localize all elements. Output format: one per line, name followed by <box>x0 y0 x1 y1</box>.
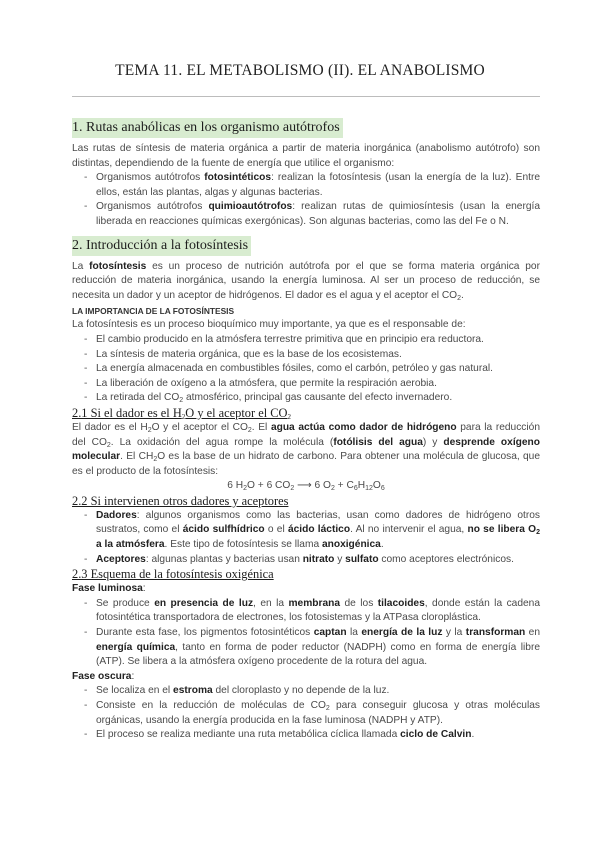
photosynthesis-definition: La fotosíntesis es un proceso de nutrición autótrofa por el que se forma materia orgánica por reducción de materia inorgánica, usando la energía luminosa. Al ser un proceso de reducción, se necesita un dador y un aceptor de hidrógenos. El dador es el agua y el aceptor el $CO_2$. <box>72 260 540 302</box>
list-item: - Durante esta fase, los pigmentos fotosintéticos captan la energía de la luz y la transforman en energía química, tanto en forma de poder reductor (NADPH) como en forma de energía libre (ATP). Se libera a la atmósfera oxígeno procedente de la rotura del agua. <box>84 626 540 670</box>
document-body <box>72 118 540 743</box>
list-item: - El proceso se realiza mediante una ruta metabólica cíclica llamada ciclo de Calvin. <box>84 728 540 743</box>
importance-heading: LA IMPORTANCIA DE LA FOTOSÍNTESIS <box>72 306 235 317</box>
section-1-heading: 1. Rutas anabólicas en los organismo autótrofos <box>72 118 343 138</box>
title-divider <box>72 96 540 97</box>
list-item: - Dadores: algunos organismos como las bacterias, usan como dadores de hidrógeno otros sustratos, como el ácido sulfhídrico o el ácido láctico. Al no intervenir el agua, no se libera $O_2$ a la atmósfera. Este tipo de fotosíntesis se llama anoxigénica. <box>84 509 540 553</box>
list-item: - La liberación de oxígeno a la atmósfera, que permite la respiración aerobia. <box>84 377 540 392</box>
subsection-2-1-heading: 2.1 Si el dador es el $H_2O$ y el aceptor el $CO_2$ <box>72 405 291 421</box>
glucose-equation: 6 $H_2O + 6$ $CO_2$ ⟶ 6 $O_2 + C_6H_{12}O_6$ <box>227 480 385 493</box>
section-2-heading: 2. Introducción a la fotosíntesis <box>72 236 251 256</box>
autotroph-list <box>72 171 540 229</box>
list-item: - La energía almacenada en combustibles fósiles, como el carbón, petróleo y gas natural. <box>84 362 540 377</box>
light-phase-list <box>72 597 540 670</box>
list-item: - El cambio producido en la atmósfera terrestre primitiva que en principio era reductora. <box>84 333 540 348</box>
light-phase-heading: Fase luminosa: <box>72 583 146 595</box>
list-item: - La síntesis de materia orgánica, que es la base de los ecosistemas. <box>84 348 540 363</box>
dark-phase-list <box>72 684 540 742</box>
document-title: TEMA 11. EL METABOLISMO (II). EL ANABOLISMO <box>115 62 485 79</box>
importance-list <box>72 333 540 406</box>
importance-intro: La fotosíntesis es un proceso bioquímico muy importante, ya que es el responsable de: <box>72 319 466 331</box>
list-item: - La retirada del $CO_2$ atmosférico, principal gas causante del efecto invernadero. <box>84 391 540 406</box>
list-item: - Organismos autótrofos fotosintéticos: realizan la fotosíntesis (usan la energía de la luz). Entre ellos, están las plantas, algas y algunas bacterias. <box>84 171 540 200</box>
list-item: - Se produce en presencia de luz, en la membrana de los tilacoides, donde están la cadena fotosintética transportadora de electrones, los fotosistemas y la ATPasa cloroplástica. <box>84 597 540 626</box>
list-item: - Aceptores: algunas plantas y bacterias usan nitrato y sulfato como aceptores electrónicos. <box>84 553 540 568</box>
section-1-intro: Las rutas de síntesis de materia orgánica a partir de materia inorgánica (anabolismo autótrofo) son distintas, dependiendo de la fuente de energía que utilice el organismo: <box>72 143 540 169</box>
subsection-2-3-heading: 2.3 Esquema de la fotosíntesis oxigénica <box>72 567 274 582</box>
donors-acceptors-list <box>72 509 540 567</box>
dark-phase-heading: Fase oscura: <box>72 670 135 682</box>
list-item: - Organismos autótrofos quimioautótrofos: realizan rutas de quimiosíntesis (usan la energía liberada en reacciones químicas exergónicas). Son algunas bacterias, como las del Fe o N. <box>84 200 540 229</box>
subsection-2-1-text: El dador es el $H_2O$ y el aceptor el $CO_2$. El agua actúa como dador de hidrógeno para la reducción del $CO_2$. La oxidación del agua rompe la molécula (fotólisis del agua) y desprende oxígeno molecular. El $CH_2O$ es la base de un hidrato de carbono. Para obtener una molécula de glucosa, que es el producto de la fotosíntesis: <box>72 421 541 477</box>
subsection-2-2-heading: 2.2 Si intervienen otros dadores y aceptores <box>72 493 289 508</box>
list-item: - Consiste en la reducción de moléculas de $CO_2$ para conseguir glucosa y otras moléculas orgánicas, usando la energía producida en la fase luminosa (NADPH y ATP). <box>84 699 540 728</box>
list-item: - Se localiza en el estroma del cloroplasto y no depende de la luz. <box>84 684 540 699</box>
